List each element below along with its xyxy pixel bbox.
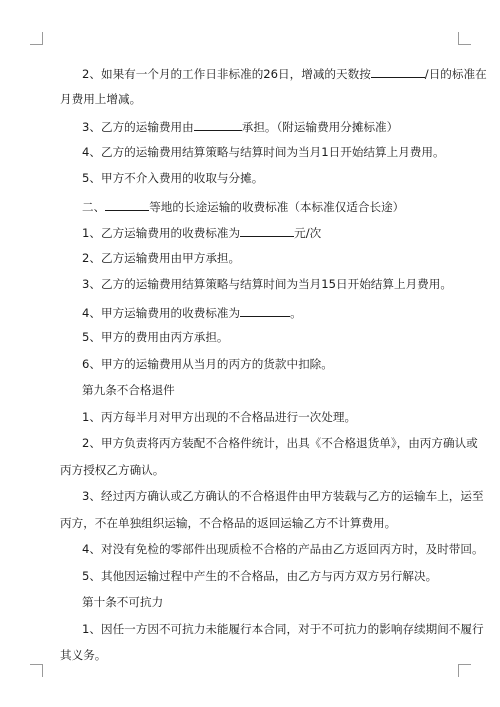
crop-mark-bottom-right [458,664,471,677]
paragraph-line: 4、甲方运输费用的收费标准为 。 [82,305,302,320]
paragraph-line: 4、乙方的运输费用结算策略与结算时间为当月1日开始结算上月费用。 [82,144,445,159]
paragraph-line: 2、甲方负责将丙方装配不合格件统计，出具《不合格退货单》，由丙方确认或 [82,436,478,450]
document-body [60,66,487,662]
paragraph-line: 3、经过丙方确认或乙方确认的不合格退件由甲方装载与乙方的运输车上，运至 [82,489,484,503]
paragraph-line: 5、其他因运输过程中产生的不合格品，由乙方与丙方双方另行解决。 [82,568,438,583]
paragraph-line: 5、甲方不介入费用的收取与分摊。 [82,171,264,185]
article-heading: 第十条不可抗力 [82,595,164,609]
crop-mark-top-left [30,32,43,45]
paragraph-line: 1、丙方每半月对甲方出现的不合格品进行一次处理。 [82,409,357,424]
fill-in-blank [371,66,425,78]
paragraph-line: 丙方，不在单独组织运输，不合格品的返回运输乙方不计算费用。 [60,515,397,530]
paragraph-line: 5、甲方的费用由丙方承担。 [82,330,229,344]
crop-mark-bottom-left [30,664,43,677]
paragraph-line: 月费用上增减。 [60,91,142,106]
paragraph-line: 2、乙方运输费用由甲方承担。 [82,250,241,265]
paragraph-line: 4、对没有免检的零部件出现质检不合格的产品由乙方返回丙方时，及时带回。 [82,542,484,556]
fill-in-blank [194,119,242,131]
paragraph-line: 2、如果有一个月的工作日非标准的26日，增减的天数按 /日的标准在 [82,67,487,81]
paragraph-line: 其义务。 [60,648,107,662]
crop-mark-top-right [458,32,471,45]
article-heading: 第九条不合格退件 [82,383,175,397]
paragraph-line: 6、甲方的运输费用从当月的丙方的货款中扣除。 [82,356,333,371]
paragraph-line: 丙方授权乙方确认。 [60,462,165,477]
paragraph-line: 3、乙方的运输费用结算策略与结算时间为当月15日开始结算上月费用。 [82,277,452,291]
fill-in-blank [240,225,294,237]
paragraph-line: 3、乙方的运输费用由 承担。（附运输费用分摊标准） [82,120,399,134]
paragraph-line: 1、因任一方因不可抗力未能履行本合同，对于不可抗力的影响存续期间不履行 [82,621,484,636]
section-line: 二、 等地的长途运输的收费标准（本标准仅适合长途） [82,199,405,214]
fill-in-blank [105,199,149,211]
paragraph-line: 1、乙方运输费用的收费标准为 元/次 [82,226,322,240]
fill-in-blank [240,305,290,317]
